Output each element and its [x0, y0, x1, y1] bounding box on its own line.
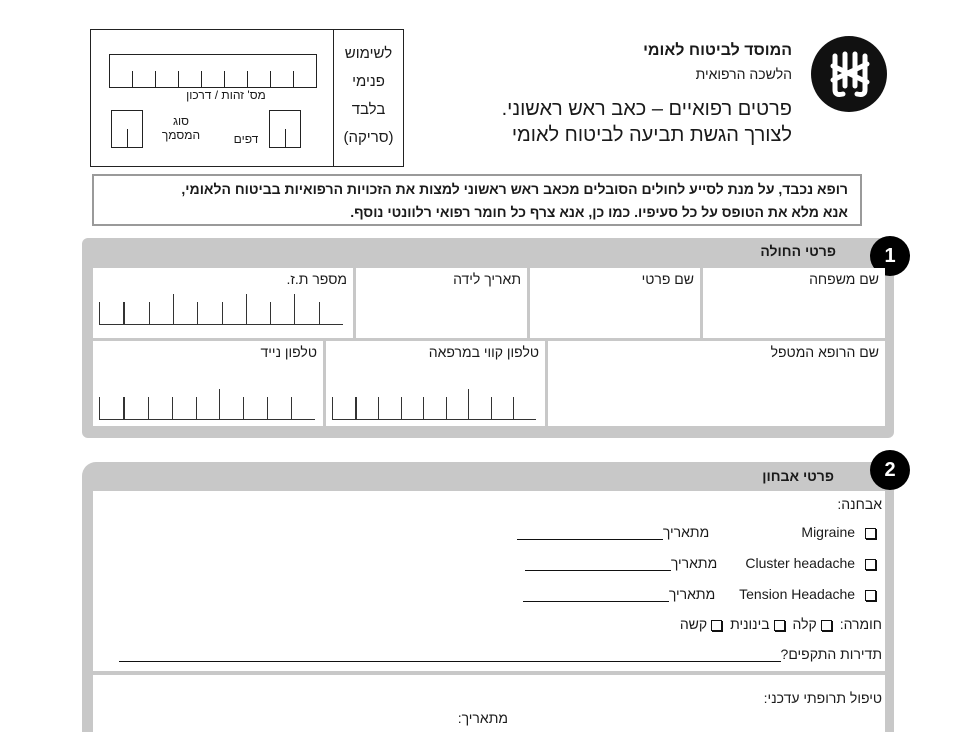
diagnosis-panel — [93, 491, 885, 671]
severity-row — [680, 616, 882, 632]
birth-date-field[interactable] — [356, 268, 527, 338]
severity-label: חומרה: — [839, 616, 882, 632]
instructions-line: אנא מלא את הטופס על כל סעיפיו. כמו כן, אנא צרף כל חומר רפואי רלוונטי נוסף. — [350, 204, 848, 220]
diagnosis-name: Tension Headache — [739, 586, 856, 602]
pages-box[interactable] — [269, 110, 301, 148]
mobile-phone-field[interactable] — [93, 341, 323, 426]
internal-use-line: (סריקה) — [343, 129, 394, 146]
checkbox[interactable] — [865, 590, 876, 601]
frequency-label: תדירות התקפים? — [780, 646, 882, 662]
diagnosis-name: Migraine — [801, 524, 856, 540]
from-date-label: מתאריך — [670, 555, 718, 571]
from-date-label: מתאריך — [662, 524, 710, 540]
id-number-boxes[interactable] — [109, 54, 317, 88]
section-number: 2 — [870, 450, 910, 490]
checkbox[interactable] — [821, 620, 832, 631]
date-line[interactable] — [525, 556, 671, 571]
field-label: מספר ת.ז. — [286, 271, 347, 287]
internal-use-line: לשימוש — [344, 45, 393, 62]
severity-option: קלה — [792, 616, 817, 632]
id-number-field[interactable] — [93, 268, 353, 338]
section-number: 1 — [870, 236, 910, 276]
form-title-line: פרטים רפואיים – כאב ראש ראשוני. — [501, 98, 792, 120]
form-title-line: לצורך הגשת תביעה לביטוח לאומי — [511, 124, 792, 146]
checkbox[interactable] — [774, 620, 785, 631]
clinic-phone-boxes — [332, 397, 536, 420]
diagnosis-row — [523, 586, 882, 602]
field-label: שם הרופא המטפל — [770, 344, 879, 360]
severity-option: קשה — [679, 616, 708, 632]
from-date-label: מתאריך — [668, 586, 716, 602]
section-title: פרטי אבחון — [762, 468, 834, 484]
diagnosis-row — [525, 555, 882, 571]
internal-use-box — [90, 29, 404, 167]
checkbox[interactable] — [711, 620, 722, 631]
id-digit-boxes — [99, 302, 343, 325]
frequency-line[interactable] — [119, 647, 781, 662]
doc-type-label: סוג המסמך — [161, 114, 201, 142]
instructions-box — [92, 174, 862, 226]
diagnosis-label: אבחנה: — [837, 496, 882, 512]
field-label: טלפון קווי במרפאה — [428, 344, 539, 360]
checkbox[interactable] — [865, 528, 876, 539]
national-insurance-logo — [811, 36, 887, 112]
severity-option: בינונית — [730, 616, 770, 632]
field-label: טלפון נייד — [260, 344, 317, 360]
treatment-from-label: מתאריך: — [457, 710, 508, 726]
doc-type-box[interactable] — [111, 110, 143, 148]
frequency-row — [119, 646, 882, 662]
first-name-field[interactable] — [530, 268, 700, 338]
org-subtitle: הלשכה הרפואית — [695, 66, 792, 82]
form-title — [502, 96, 792, 148]
internal-use-line: פנימי — [352, 73, 385, 90]
diagnosis-row — [517, 524, 882, 540]
pages-label: דפים — [233, 132, 259, 146]
org-name: המוסד לביטוח לאומי — [643, 42, 792, 59]
id-passport-label: מס' זהות / דרכון — [186, 88, 266, 102]
field-label: תאריך לידה — [453, 271, 521, 287]
diagnosis-name: Cluster headache — [745, 555, 856, 571]
clinic-phone-field[interactable] — [326, 341, 545, 426]
date-line[interactable] — [523, 587, 669, 602]
checkbox[interactable] — [865, 559, 876, 570]
date-line[interactable] — [517, 525, 663, 540]
treatment-label: טיפול תרופתי עדכני: — [763, 690, 882, 706]
section-title: פרטי החולה — [760, 243, 836, 259]
field-label: שם משפחה — [809, 271, 879, 287]
doctor-name-field[interactable] — [548, 341, 885, 426]
last-name-field[interactable] — [703, 268, 885, 338]
internal-use-line: בלבד — [351, 101, 386, 118]
instructions-line: רופא נכבד, על מנת לסייע לחולים הסובלים מכאב ראש ראשוני למצות את הזכויות הרפואיות בביטוח הלאומי, — [181, 181, 848, 197]
field-label: שם פרטי — [641, 271, 694, 287]
internal-use-label — [333, 30, 403, 166]
mobile-phone-boxes — [99, 397, 315, 420]
